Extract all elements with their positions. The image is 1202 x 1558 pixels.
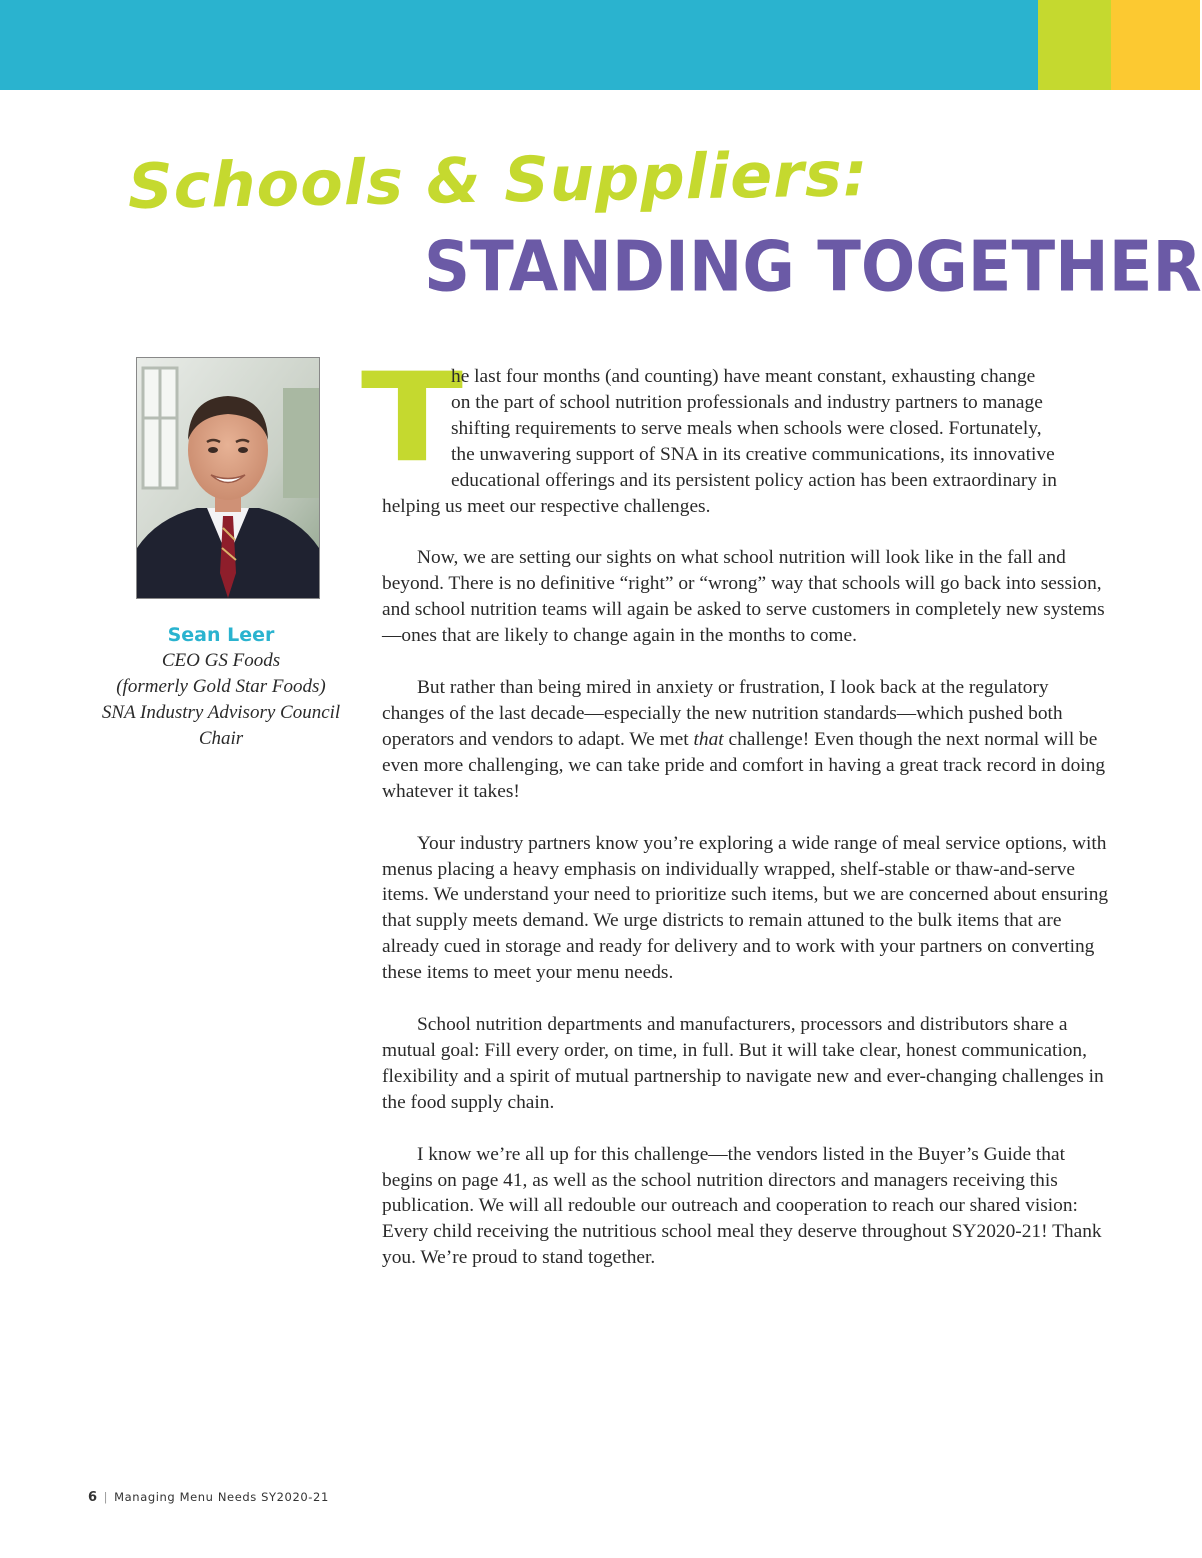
p1-line-2: on the part of school nutrition professionals and industry partners to manage bbox=[451, 391, 1043, 413]
portrait-image bbox=[137, 358, 319, 598]
page-number: 6 bbox=[88, 1490, 98, 1505]
p3-text-after: challenge! Even though the next normal will be even more challenging, we can take pride and comfort in having a great track record in doing whatever it takes! bbox=[382, 728, 1106, 802]
paragraph-3 bbox=[382, 675, 1114, 805]
author-name: Sean Leer bbox=[167, 624, 275, 646]
author-role-1: CEO GS Foods bbox=[161, 650, 281, 671]
p1-line-1: he last four months (and counting) have meant constant, exhausting change bbox=[451, 366, 1036, 387]
author-role-3: SNA Industry Advisory Council bbox=[101, 702, 341, 723]
paragraph-5: School nutrition departments and manufacturers, processors and distributors share a mutual goal: Fill every order, on time, in full. But it will take clear, honest communication, flexibility and a spirit of mutual partnership to navigate new and ever-changing challenges in the food supply chain. bbox=[382, 1014, 1104, 1113]
paragraph-6: I know we’re all up for this challenge—the vendors listed in the Buyer’s Guide that begins on page 41, as well as the school nutrition directors and managers receiving this publication. We will all redouble our outreach and cooperation to reach our shared vision: Every child receiving the nutritious school meal they deserve throughout SY2020-21! Thank you. We’re proud to stand together. bbox=[382, 1143, 1102, 1269]
author-portrait bbox=[136, 357, 320, 599]
p1-line-4: the unwavering support of SNA in its creative communications, its innovative bbox=[451, 443, 1055, 465]
title-line-1: Schools & Suppliers: bbox=[127, 137, 870, 223]
footer-divider: | bbox=[103, 1490, 109, 1504]
author-caption bbox=[90, 622, 352, 752]
article-body bbox=[382, 364, 1114, 1297]
p1-line-6: helping us meet our respective challenges. bbox=[382, 495, 711, 517]
p1-line-3: shifting requirements to serve meals when schools were closed. Fortunately, bbox=[451, 417, 1042, 439]
page-footer bbox=[88, 1490, 329, 1505]
publication-name: Managing Menu Needs SY2020-21 bbox=[114, 1490, 329, 1504]
p1-line-5: educational offerings and its persistent policy action has been extraordinary in bbox=[451, 469, 1057, 491]
paragraph-1 bbox=[382, 364, 1114, 519]
header-bar-yellow bbox=[1111, 0, 1200, 90]
author-role-2: (formerly Gold Star Foods) bbox=[116, 676, 326, 697]
p3-emphasis: that bbox=[693, 728, 724, 750]
header-color-bar bbox=[0, 0, 1200, 90]
header-bar-cyan bbox=[0, 0, 1038, 90]
author-role-4: Chair bbox=[198, 728, 244, 749]
title-line-2: STANDING TOGETHER bbox=[424, 228, 1202, 308]
paragraph-2: Now, we are setting our sights on what school nutrition will look like in the fall and beyond. There is no definitive “right” or “wrong” way that schools will go back into session, and school nutrition teams will again be asked to serve customers in completely new systems—ones that are likely to change again in the months to come. bbox=[382, 547, 1105, 647]
header-bar-green bbox=[1038, 0, 1111, 90]
drop-cap-letter: T bbox=[360, 347, 464, 490]
p3-text-before: But rather than being mired in anxiety or frustration, I look back at the regulatory changes of the last decade—especially the new nutrition standards—which pushed both operators and vendors to adapt. We met bbox=[382, 677, 1063, 750]
paragraph-4: Your industry partners know you’re exploring a wide range of meal service options, with menus placing a heavy emphasis on individually wrapped, shelf-stable or thaw-and-serve items. We understand your need to prioritize such items, but we are concerned about ensuring that supply meets demand. We urge districts to remain attuned to the bulk items that are already cued in storage and ready for delivery and to work with your partners on converting these items to meet your menu needs. bbox=[382, 832, 1109, 984]
